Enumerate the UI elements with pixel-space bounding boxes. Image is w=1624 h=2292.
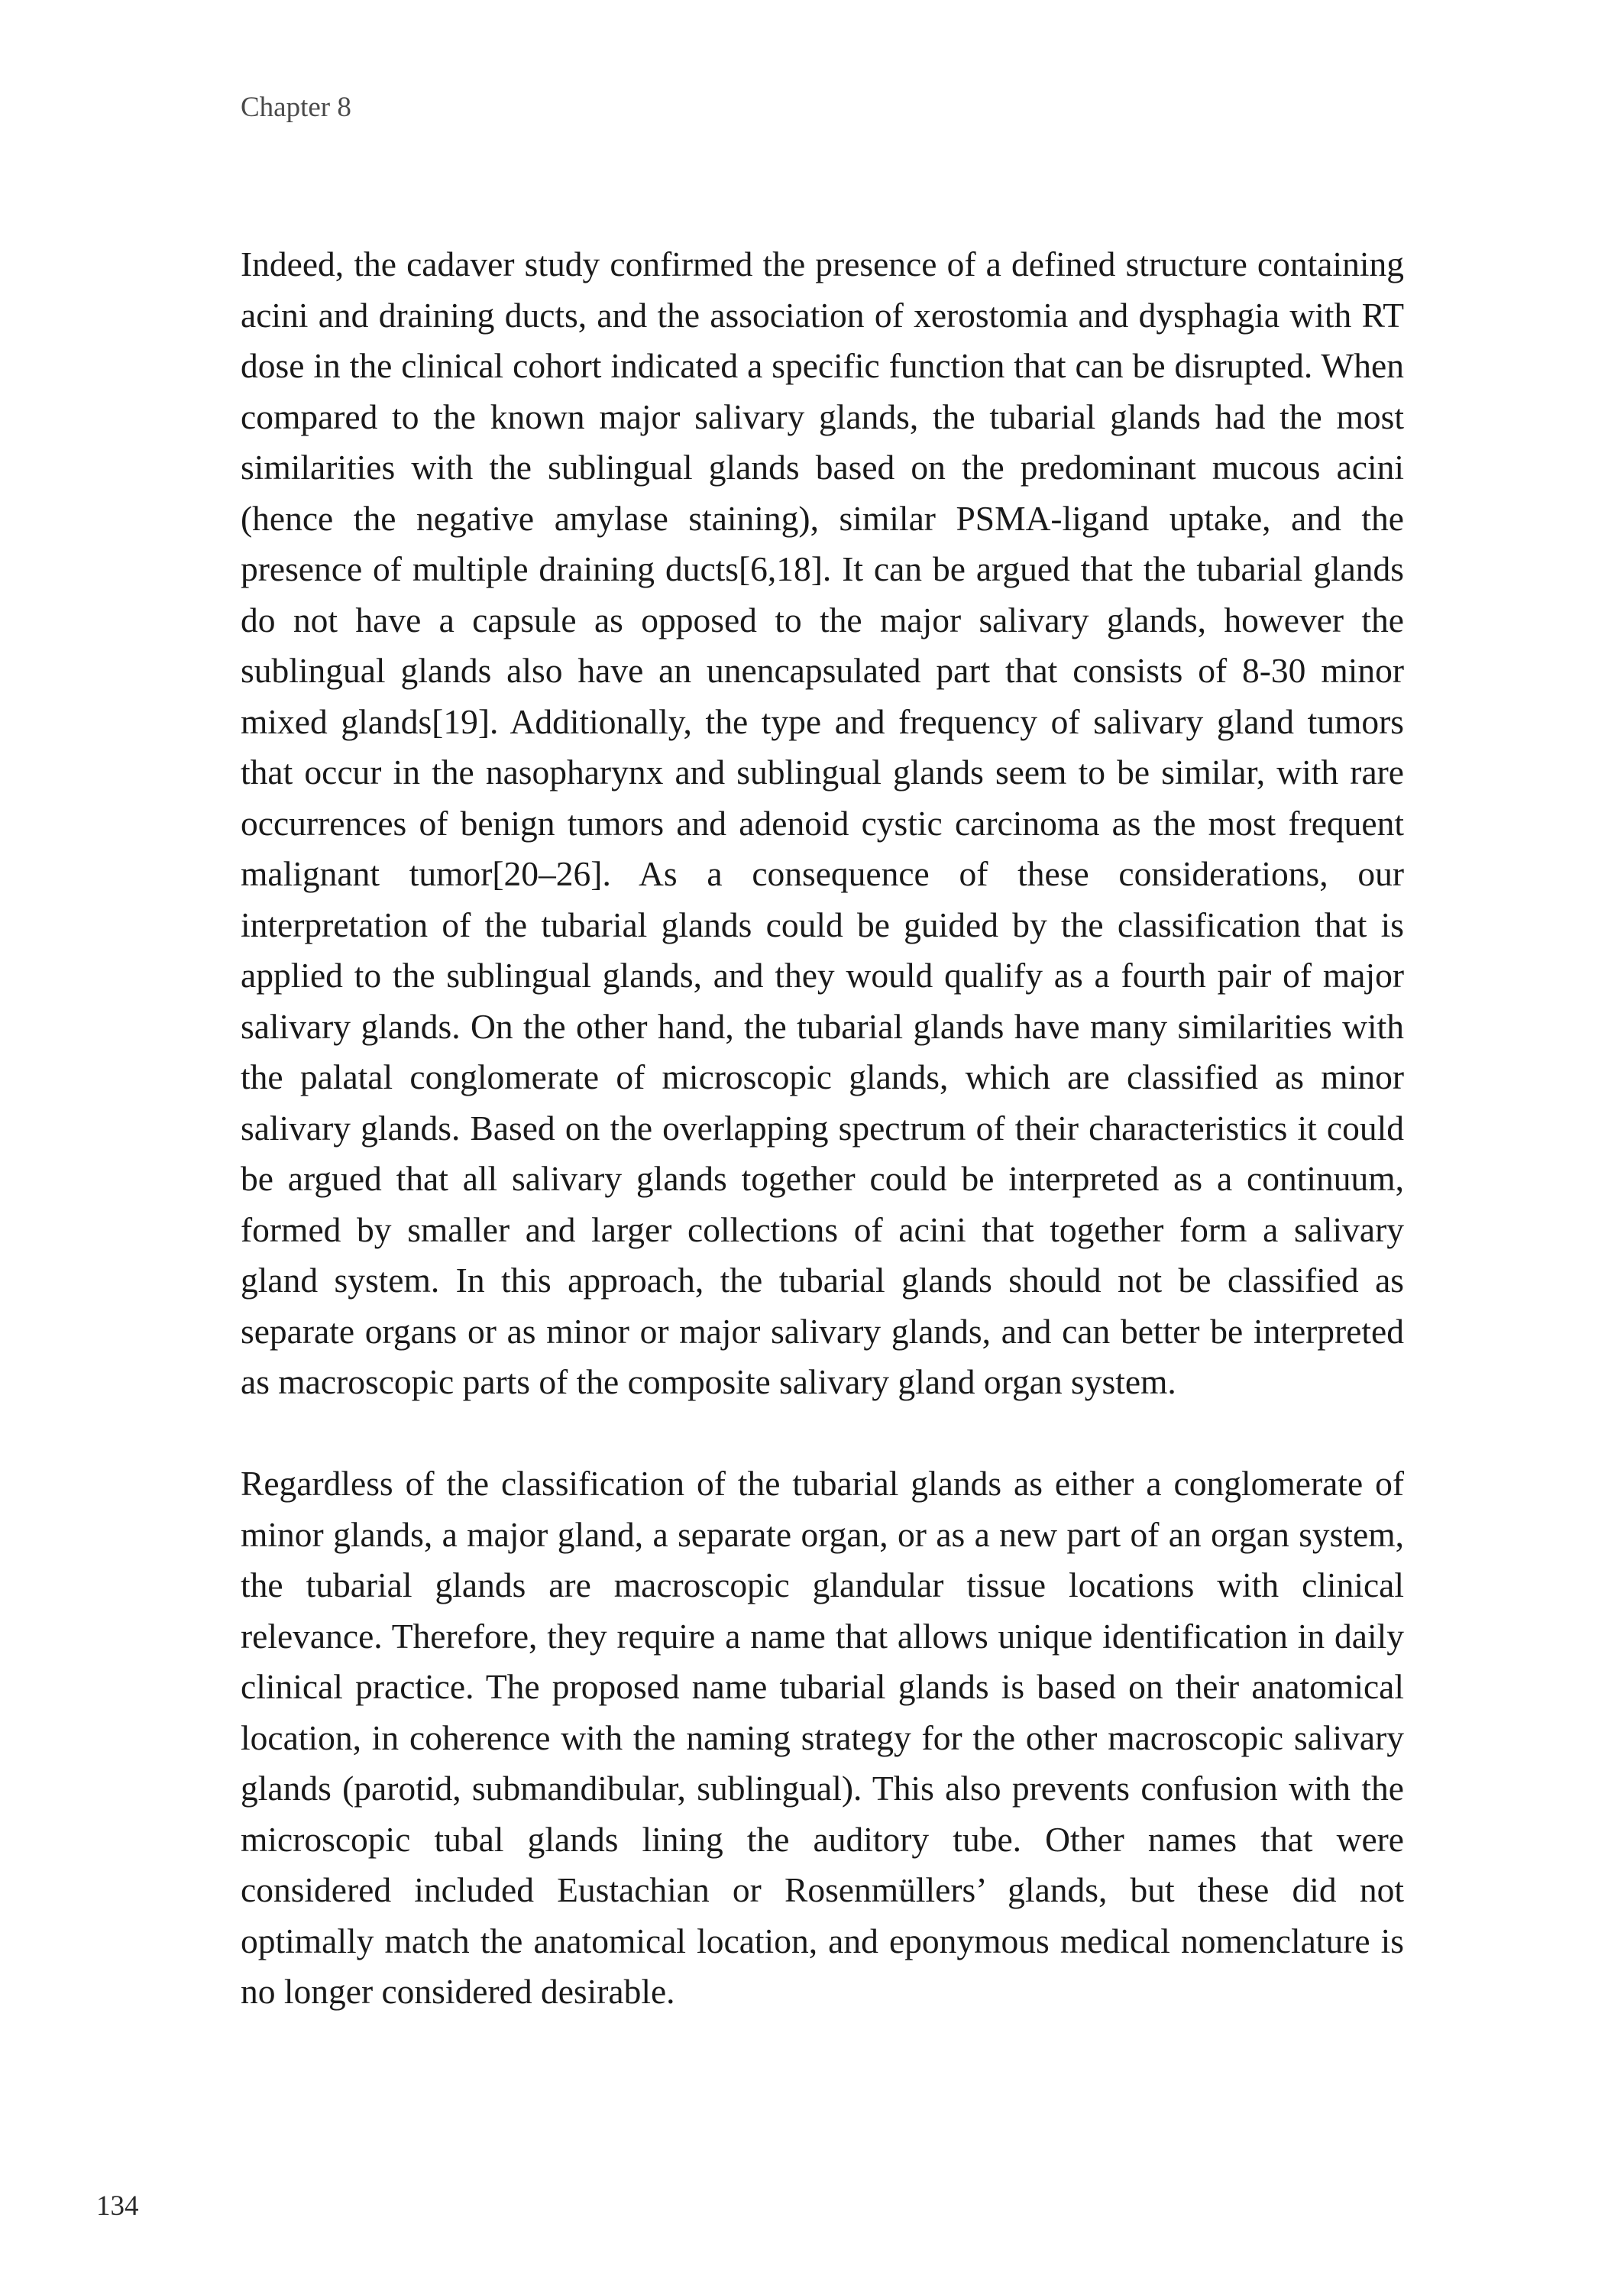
paragraph-classification-discussion: Indeed, the cadaver study confirmed the presence of a defined structure containing acini and draining ducts, and the association of xerostomia and dysphagia with RT dose in the clinical cohort indicated a specific function that can be disrupted. When compared to the known major salivary glands, the tubarial glands had the most similarities with the sublingual glands based on the predominant mucous acini (hence the negative amylase staining), similar PSMA-ligand uptake, and the presence of multiple draining ducts[6,18]. It can be argued that the tubarial glands do not have a capsule as opposed to the major salivary glands, however the sublingual glands also have an unencapsulated part that consists of 8-30 minor mixed glands[19]. Additionally, the type and frequency of salivary gland tumors that occur in the nasopharynx and sublingual glands seem to be similar, with rare occurrences of benign tumors and adenoid cystic carcinoma as the most frequent malignant tumor[20–26]. As a consequence of these considerations, our interpretation of the tubarial glands could be guided by the classification that is applied to the sublingual glands, and they would qualify as a fourth pair of major salivary glands. On the other hand, the tubarial glands have many similarities with the palatal conglomerate of microscopic glands, which are classified as minor salivary glands. Based on the overlapping spectrum of their characteristics it could be argued that all salivary glands together could be interpreted as a continuum, formed by smaller and larger collections of acini that together form a salivary gland system. In this approach, the tubarial glands should not be classified as separate organs or as minor or major salivary glands, and can better be interpreted as macroscopic parts of the composite salivary gland organ system. (241, 244, 1404, 1401)
page-number: 134 (96, 2190, 139, 2222)
paragraph-naming-rationale: Regardless of the classification of the tubarial glands as either a conglomerate of minor glands, a major gland, a separate organ, or as a new part of an organ system, the tubarial glands are macroscopic glandular tissue locations with clinical relevance. Therefore, they require a name that allows unique identification in daily clinical practice. The proposed name tubarial glands is based on their anatomical location, in coherence with the naming strategy for the other macroscopic salivary glands (parotid, submandibular, sublingual). This also prevents confusion with the microscopic tubal glands lining the auditory tube. Other names that were considered included Eustachian or Rosenmüllers’ glands, but these did not optimally match the anatomical location, and eponymous medical nomenclature is no longer considered desirable. (241, 1464, 1404, 2011)
body-text (241, 239, 1404, 2018)
running-header-chapter: Chapter 8 (241, 92, 351, 123)
